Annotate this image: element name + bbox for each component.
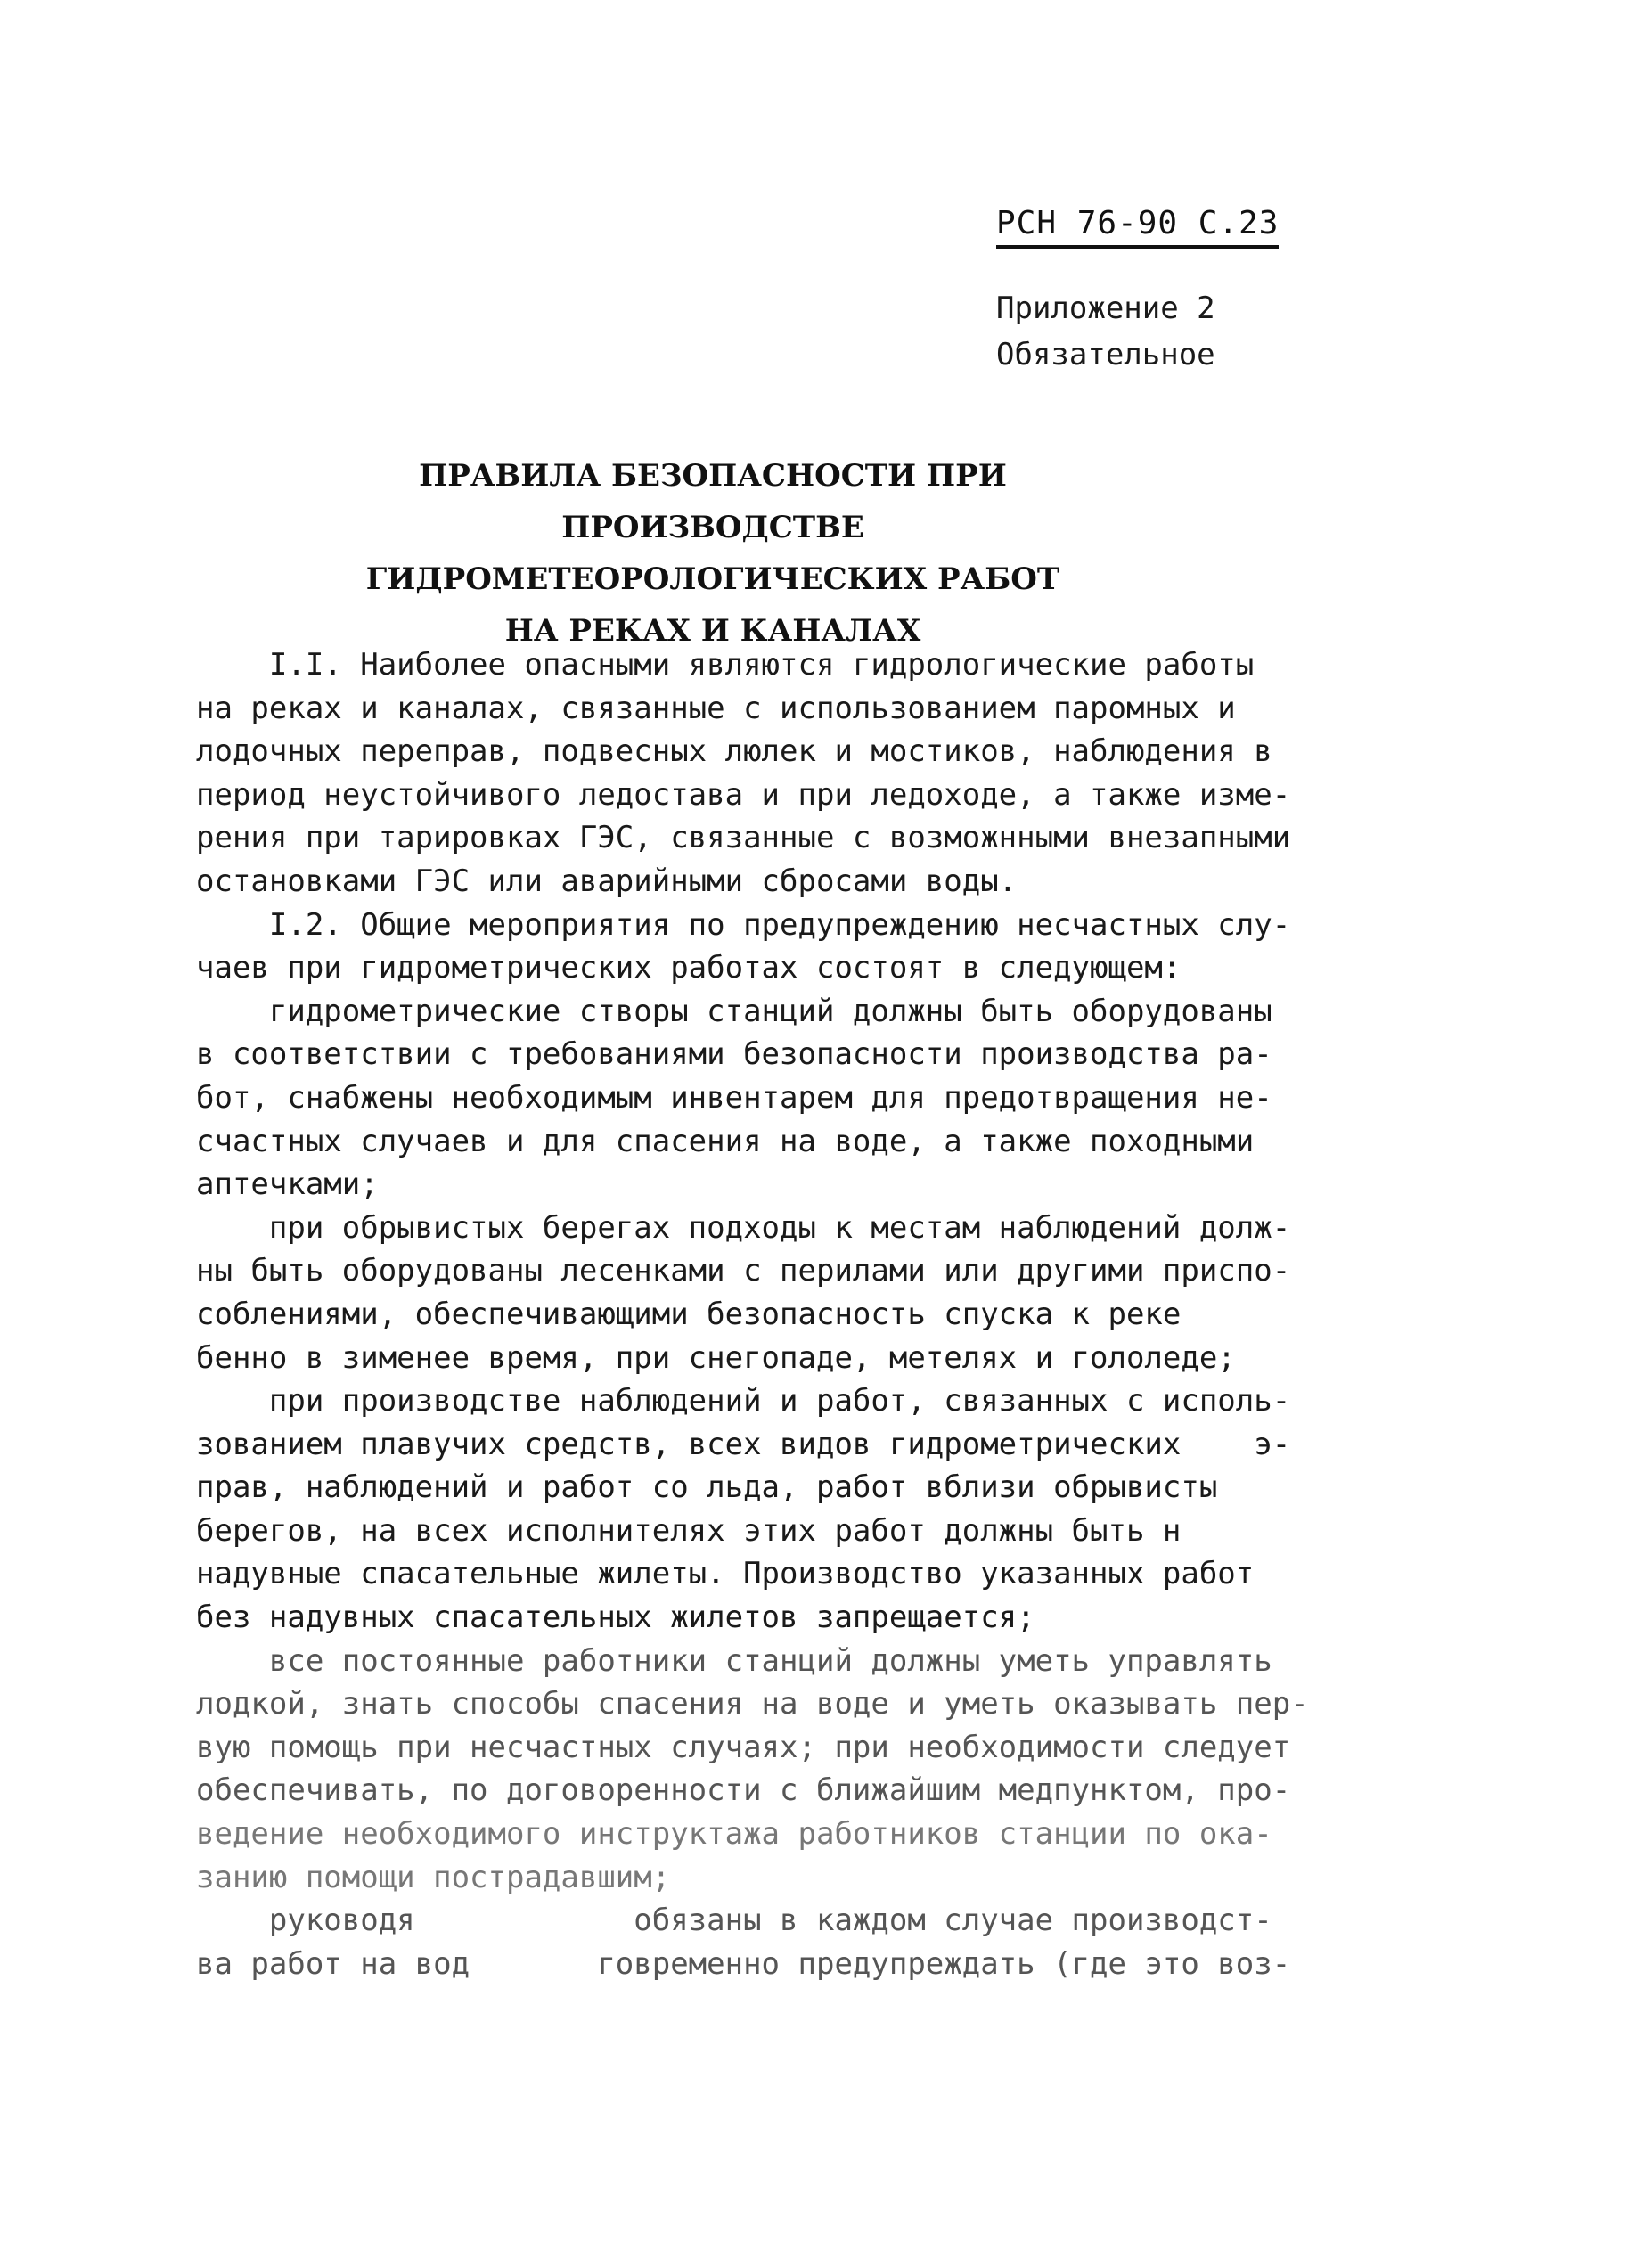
body-line: без надувных спасательных жилетов запрещается;: [196, 1600, 1035, 1636]
body-line: вую помощь при несчастных случаях; при необходимости следует: [196, 1729, 1291, 1765]
body-line: соблениями, обеспечивающими безопасность спуска к реке: [196, 1296, 1182, 1332]
body-line: занию помощи пострадавшим;: [196, 1859, 671, 1895]
body-line: при обрывистых берегах подходы к местам наблюдений долж-: [196, 1209, 1291, 1246]
body-line: прав, наблюдений и работ со льда, работ вблизи обрывисты: [196, 1469, 1218, 1506]
body-line: бенно в зименее время, при снегопаде, метелях и гололеде;: [196, 1339, 1236, 1376]
body-line: ва работ на вод говременно предупреждать (где это воз-: [196, 1945, 1291, 1982]
body-line: при производстве наблюдений и работ, связанных с исполь-: [196, 1383, 1291, 1420]
body-line: на реках и каналах, связанные с использованием паромных и: [196, 690, 1236, 726]
body-line: рения при тарировках ГЭС, связанные с возможнными внезапными: [196, 820, 1291, 856]
body-line: период неустойчивого ледостава и при ледоходе, а также изме-: [196, 776, 1291, 813]
title-line-3: НА РЕКАХ И КАНАЛАХ: [504, 613, 921, 649]
body-line: зованием плавучих средств, всех видов гидрометрических э-: [196, 1426, 1291, 1462]
appendix-block: [996, 285, 1215, 378]
appendix-label: Приложение 2: [996, 290, 1215, 326]
title-line-1: ПРАВИЛА БЕЗОПАСНОСТИ ПРИ ПРОИЗВОДСТВЕ: [419, 458, 1007, 545]
body-line: руководя обязаны в каждом случае производст-: [196, 1902, 1272, 1939]
body-line: берегов, на всех исполнителях этих работ должны быть н: [196, 1512, 1182, 1549]
body-line: лодкой, знать способы спасения на воде и уметь оказывать пер-: [196, 1686, 1309, 1722]
document-title: [267, 450, 1158, 657]
body-line: в соответствии с требованиями безопасности производства ра-: [196, 1036, 1272, 1073]
document-code: РСН 76-90 С.23: [996, 205, 1279, 249]
body-line: обеспечивать, по договоренности с ближайшим медпунктом, про-: [196, 1772, 1291, 1809]
body-line: I.I. Наиболее опасными являются гидрологические работы: [196, 647, 1255, 683]
body-line: I.2. Общие мероприятия по предупреждению несчастных слу-: [196, 906, 1291, 943]
title-line-2: ГИДРОМЕТЕОРОЛОГИЧЕСКИХ РАБОТ: [365, 561, 1060, 597]
body-line: ведение необходимого инструктажа работников станции по ока-: [196, 1816, 1272, 1853]
body-line: аптечками;: [196, 1166, 379, 1203]
body-line: надувные спасательные жилеты. Производство указанных работ: [196, 1556, 1255, 1592]
body-line: чаев при гидрометрических работах состоят в следующем:: [196, 950, 1182, 986]
appendix-status: Обязательное: [996, 337, 1215, 372]
body-line: лодочных переправ, подвесных люлек и мостиков, наблюдения в: [196, 733, 1272, 770]
body-line: остановками ГЭС или аварийными сбросами воды.: [196, 863, 1018, 899]
body-line: счастных случаев и для спасения на воде, а также походными: [196, 1123, 1255, 1159]
body-line: ны быть оборудованы лесенками с перилами или другими приспо-: [196, 1253, 1291, 1289]
document-body: [196, 643, 1310, 1985]
body-line: гидрометрические створы станций должны быть оборудованы: [196, 993, 1272, 1029]
body-line: бот, снабжены необходимым инвентарем для предотвращения не-: [196, 1079, 1272, 1116]
body-line: все постоянные работники станций должны уметь управлять: [196, 1642, 1272, 1679]
